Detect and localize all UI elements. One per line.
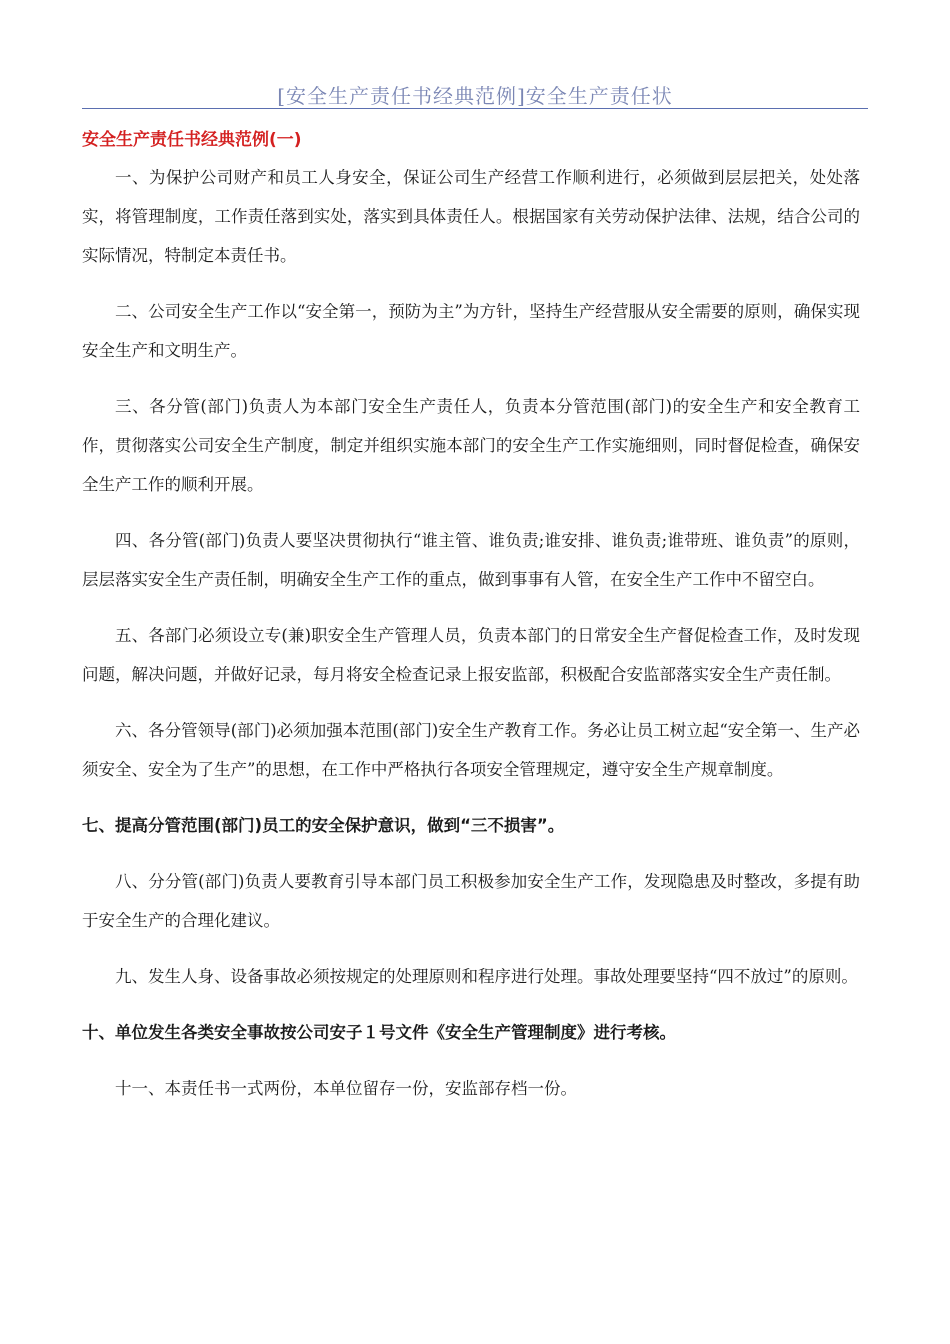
paragraph-8: 八、分分管(部门)负责人要教育引导本部门员工积极参加安全生产工作，发现隐患及时整改，多提有助于安全生产的合理化建议。 [82, 872, 860, 930]
header-divider [82, 108, 868, 109]
paragraph-4: 四、各分管(部门)负责人要坚决贯彻执行“谁主管、谁负责;谁安排、谁负责;谁带班、谁负责”的原则，层层落实安全生产责任制，明确安全生产工作的重点，做到事事有人管，在安全生产工作中不留空白。 [82, 531, 860, 589]
document-body [82, 128, 860, 1125]
paragraph-6: 六、各分管领导(部门)必须加强本范围(部门)安全生产教育工作。务必让员工树立起“安全第一、生产必须安全、安全为了生产”的思想，在工作中严格执行各项安全管理规定，遵守安全生产规章制度。 [82, 721, 860, 779]
paragraph-3: 三、各分管(部门)负责人为本部门安全生产责任人，负责本分管范围(部门)的安全生产和安全教育工作，贯彻落实公司安全生产制度，制定并组织实施本部门的安全生产工作实施细则，同时督促检查，确保安全生产工作的顺利开展。 [82, 397, 860, 494]
section-title: 安全生产责任书经典范例(一) [82, 130, 302, 150]
paragraph-5: 五、各部门必须设立专(兼)职安全生产管理人员，负责本部门的日常安全生产督促检查工作，及时发现问题，解决问题，并做好记录，每月将安全检查记录上报安监部，积极配合安监部落实安全生产责任制。 [82, 626, 860, 684]
paragraph-10: 十、单位发生各类安全事故按公司安子１号文件《安全生产管理制度》进行考核。 [82, 1023, 676, 1042]
paragraph-2: 二、公司安全生产工作以“安全第一，预防为主”为方针，坚持生产经营服从安全需要的原则，确保实现安全生产和文明生产。 [82, 302, 860, 360]
page-header-title: [安全生产责任书经典范例]安全生产责任状 [277, 84, 673, 108]
paragraph-7: 七、提高分管范围(部门)员工的安全保护意识，做到“三不损害”。 [82, 816, 565, 835]
paragraph-9: 九、发生人身、设备事故必须按规定的处理原则和程序进行处理。事故处理要坚持“四不放过”的原则。 [115, 967, 858, 986]
paragraph-1: 一、为保护公司财产和员工人身安全，保证公司生产经营工作顺利进行，必须做到层层把关，处处落实，将管理制度，工作责任落到实处，落实到具体责任人。根据国家有关劳动保护法律、法规，结合公司的实际情况，特制定本责任书。 [82, 168, 860, 265]
paragraph-11: 十一、本责任书一式两份，本单位留存一份，安监部存档一份。 [115, 1079, 577, 1098]
